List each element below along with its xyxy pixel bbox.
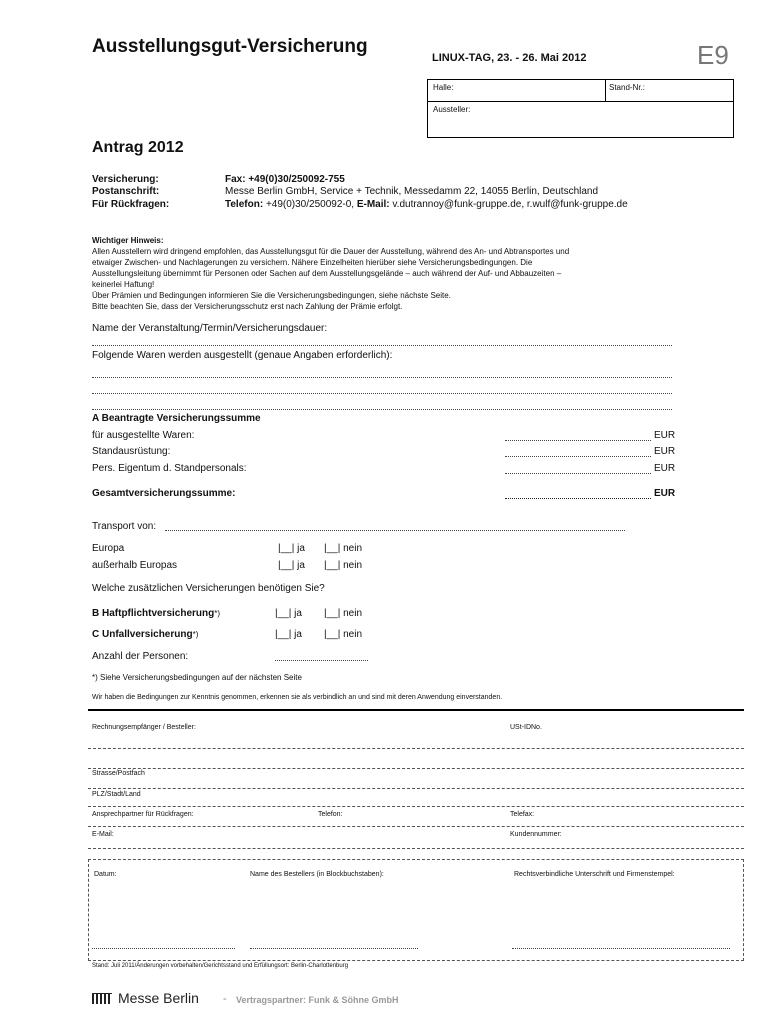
anzahl-label: Anzahl der Personen: — [92, 651, 189, 662]
gesamt-input[interactable] — [505, 498, 651, 499]
telefax-label: Telefax: — [510, 811, 535, 818]
versicherung-label: Versicherung: — [92, 174, 159, 185]
standausruestung-label: Standausrüstung: — [92, 446, 171, 457]
stand-text: Stand: Juli 2011/Änderungen vorbehalten/Gerichtsstand und Erfüllungsort: Berlin-Charlottenburg — [92, 963, 349, 969]
email-value[interactable]: v.dutrannoy@funk-gruppe.de, r.wulf@funk-gruppe.de — [392, 199, 628, 210]
hinweis-line: Über Prämien und Bedingungen informieren Sie die Versicherungsbedingungen, siehe nächste Seite. — [92, 291, 451, 300]
ansprech-input-line[interactable] — [88, 826, 744, 827]
ausserhalb-nein-checkbox[interactable]: |__| nein — [324, 560, 363, 571]
waren-input-line[interactable] — [92, 409, 672, 410]
stand-box-vdivider — [605, 79, 606, 101]
telefon-field-label: Telefon: — [318, 811, 343, 818]
haftpflicht-label — [92, 608, 220, 619]
ja-label: ja — [294, 629, 302, 640]
welche-label: Welche zusätzlichen Versicherungen benötigen Sie? — [92, 583, 325, 594]
rechnung-input-line[interactable] — [88, 768, 744, 769]
kunden-label: Kundennummer: — [510, 831, 562, 838]
unterschrift-label: Rechtsverbindliche Unterschrift und Firmenstempel: — [514, 871, 675, 878]
europa-nein-checkbox[interactable]: |__| nein — [324, 543, 363, 554]
antrag-title: Antrag 2012 — [92, 139, 184, 156]
rechnung-input-line[interactable] — [88, 748, 744, 749]
postanschrift-value: Messe Berlin GmbH, Service + Technik, Messedamm 22, 14055 Berlin, Deutschland — [225, 186, 599, 197]
nein-label: nein — [343, 560, 363, 571]
hinweis-line: keinerlei Haftung! — [92, 280, 155, 289]
haftpflicht-nein-checkbox[interactable]: |__| nein — [324, 608, 363, 619]
email-field-label: E-Mail: — [92, 831, 114, 838]
datum-label: Datum: — [94, 871, 117, 878]
unfall-nein-checkbox[interactable]: |__| nein — [324, 629, 363, 640]
nein-label: nein — [343, 629, 363, 640]
ja-label: ja — [294, 608, 302, 619]
waren-label: Folgende Waren werden ausgestellt (genaue Angaben erforderlich): — [92, 350, 393, 361]
currency-label: EUR — [654, 463, 676, 474]
transport-input[interactable] — [165, 530, 625, 531]
strasse-input-line[interactable] — [88, 788, 744, 789]
standausruestung-input[interactable] — [505, 456, 651, 457]
europa-ja-checkbox[interactable]: |__| ja — [278, 543, 305, 554]
veranstaltung-input-line[interactable] — [92, 345, 672, 346]
email-input-line[interactable] — [88, 848, 744, 849]
ausserhalb-label: außerhalb Europas — [92, 560, 178, 571]
rueckfragen-value — [225, 199, 628, 210]
stand-info-box — [427, 79, 734, 138]
footer-separator: - — [223, 993, 227, 1005]
gesamt-label: Gesamtversicherungssumme: — [92, 488, 236, 499]
section-a-title: A Beantragte Versicherungssumme — [92, 413, 261, 424]
partner-text: Vertragspartner: Funk & Söhne GmbH — [236, 995, 399, 1005]
document-title: Ausstellungsgut-Versicherung — [92, 36, 368, 57]
veranstaltung-label: Name der Veranstaltung/Termin/Versicherungsdauer: — [92, 323, 328, 334]
versicherung-fax: Fax: +49(0)30/250092-755 — [225, 174, 345, 185]
halle-label[interactable]: Halle: — [433, 83, 454, 92]
europa-label: Europa — [92, 543, 125, 554]
waren-input-line[interactable] — [92, 377, 672, 378]
stand-nr-label[interactable]: Stand-Nr.: — [609, 83, 646, 92]
waren-input-line[interactable] — [92, 393, 672, 394]
event-label: LINUX-TAG, 23. - 26. Mai 2012 — [432, 52, 587, 64]
footnote-marker: *) — [214, 609, 221, 618]
aussteller-label[interactable]: Aussteller: — [433, 105, 471, 114]
ausserhalb-ja-checkbox[interactable]: |__| ja — [278, 560, 305, 571]
email-label: E-Mail: — [356, 199, 390, 210]
rueckfragen-label: Für Rückfragen: — [92, 199, 170, 210]
ansprech-label: Ansprechpartner für Rückfragen: — [92, 811, 194, 818]
strasse-label: Strasse/Postfach — [92, 770, 145, 777]
ja-label: ja — [297, 560, 305, 571]
footnote-marker: *) — [192, 630, 199, 639]
hinweis-line: Bitte beachten Sie, dass der Versicherungsschutz erst nach Zahlung der Prämie erfolgt. — [92, 302, 403, 311]
hinweis-line: etwaiger Zwischen- und Nachlagerungen zu versichern. Nähere Einzelheiten hierüber siehe Versicherungsbedingungen. Die — [92, 258, 533, 267]
currency-label: EUR — [654, 430, 676, 441]
ausgestellte-label: für ausgestellte Waren: — [92, 430, 195, 441]
datum-input[interactable] — [92, 948, 235, 949]
agreement-text: Wir haben die Bedingungen zur Kenntnis genommen, erkennen sie als verbindlich an und sind mit deren Anwendung einverstanden. — [92, 694, 503, 701]
form-code: E9 — [697, 40, 729, 70]
rechnung-label: Rechnungsempfänger / Besteller: — [92, 724, 196, 731]
unfall-ja-checkbox[interactable]: |__| ja — [275, 629, 302, 640]
ja-label: ja — [297, 543, 305, 554]
plz-label: PLZ/Stadt/Land — [92, 791, 141, 798]
transport-label: Transport von: — [92, 521, 157, 532]
messe-logo — [92, 992, 114, 1010]
telefon-value: +49(0)30/250092-0, — [265, 199, 355, 210]
name-input[interactable] — [250, 948, 418, 949]
telefon-label: Telefon: — [225, 199, 264, 210]
stand-box-divider — [427, 101, 734, 102]
unfall-text: C Unfallversicherung — [92, 629, 193, 640]
unfall-label — [92, 629, 198, 640]
pers-eigentum-input[interactable] — [505, 473, 651, 474]
name-label: Name des Bestellers (in Blockbuchstaben): — [250, 871, 384, 878]
hinweis-line: Allen Ausstellern wird dringend empfohlen, das Ausstellungsgut für die Dauer der Ausstellung, während des An- und Abtransportes und — [92, 247, 570, 256]
anzahl-input[interactable] — [275, 660, 368, 661]
nein-label: nein — [343, 608, 363, 619]
messe-logo-icon — [92, 993, 114, 1005]
unterschrift-input[interactable] — [512, 948, 730, 949]
currency-label: EUR — [654, 488, 676, 499]
footnote: *) Siehe Versicherungsbedingungen auf der nächsten Seite — [92, 673, 302, 682]
nein-label: nein — [343, 543, 363, 554]
postanschrift-label: Postanschrift: — [92, 186, 160, 197]
haftpflicht-text: B Haftpflichtversicherung — [92, 608, 215, 619]
section-divider — [88, 709, 744, 711]
plz-input-line[interactable] — [88, 806, 744, 807]
pers-eigentum-label: Pers. Eigentum d. Standpersonals: — [92, 463, 247, 474]
haftpflicht-ja-checkbox[interactable]: |__| ja — [275, 608, 302, 619]
currency-label: EUR — [654, 446, 676, 457]
ust-label: USt-IDNo. — [510, 724, 542, 731]
messe-logo-text: Messe Berlin — [118, 990, 199, 1006]
hinweis-title: Wichtiger Hinweis: — [92, 236, 164, 245]
ausgestellte-input[interactable] — [505, 440, 651, 441]
hinweis-line: Ausstellungsleitung übernimmt für Personen oder Sachen auf dem Ausstellungsgelände – auch während der Auf- und Abbauzeiten – — [92, 269, 562, 278]
